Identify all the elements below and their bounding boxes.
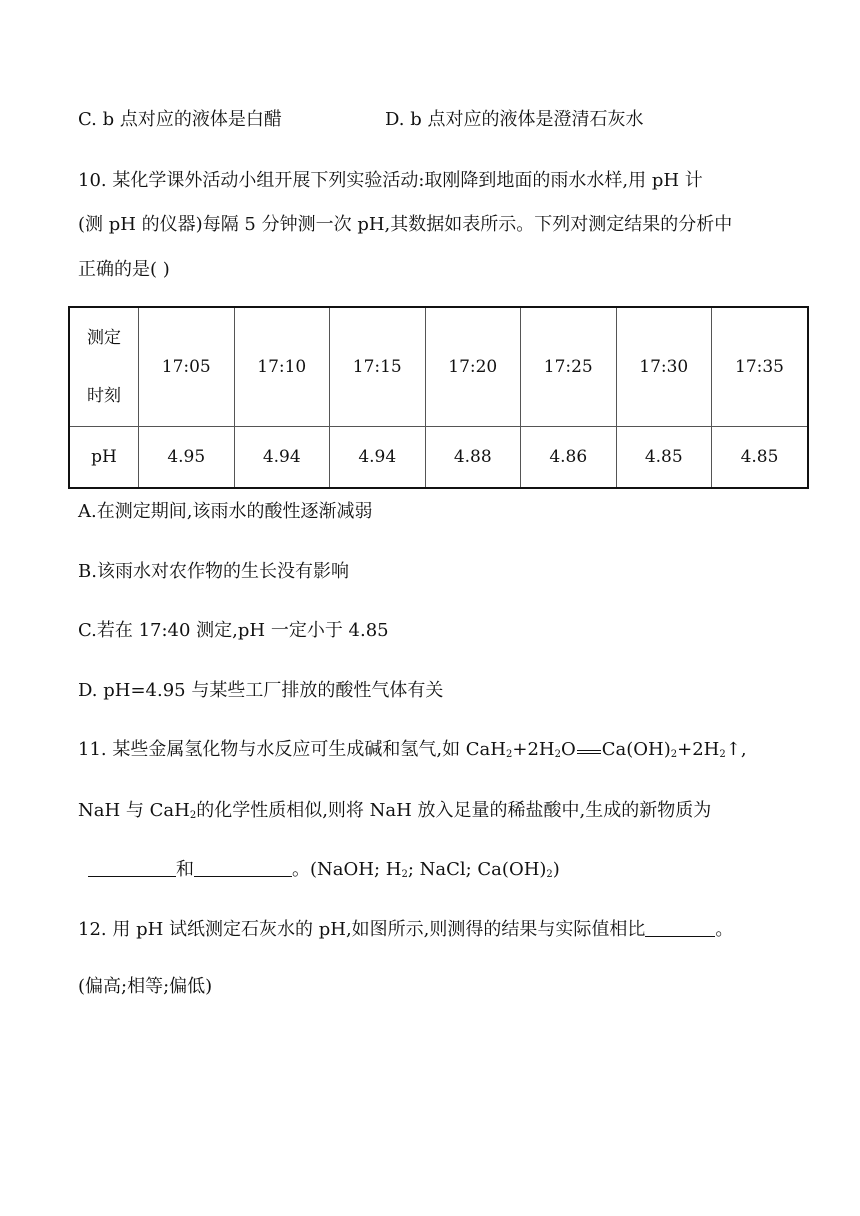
q11-text: 11. 某些金属氢化物与水反应可生成碱和氢气,如 CaH — [78, 739, 506, 760]
q12-stem-line1 — [78, 918, 733, 942]
table-cell-time: 17:25 — [521, 307, 617, 427]
table-cell-ph: 4.85 — [712, 427, 809, 489]
subscript: 2 — [670, 749, 678, 760]
q11-text: +2H — [677, 739, 720, 760]
table-cell-ph: 4.85 — [616, 427, 712, 489]
answer-blank-2[interactable] — [194, 858, 292, 877]
subscript: 2 — [719, 749, 726, 760]
table-header-label — [69, 307, 139, 427]
table-row-label: pH — [69, 427, 139, 489]
header-label-line1: 测定 — [87, 327, 121, 348]
table-cell-ph: 4.94 — [330, 427, 426, 489]
q11-stem-line2 — [78, 799, 711, 823]
table-cell-time: 17:05 — [139, 307, 235, 427]
q11-text: 和 — [176, 859, 194, 880]
q11-text: Ca(OH) — [601, 739, 671, 760]
table-cell-ph: 4.95 — [139, 427, 235, 489]
answer-blank-1[interactable] — [88, 858, 176, 877]
q11-stem-line3 — [88, 858, 560, 882]
q10-stem-line3: 正确的是( ) — [78, 259, 170, 280]
equation-equals-sign — [576, 739, 602, 757]
option-d-prev: D. b 点对应的液体是澄清石灰水 — [385, 109, 644, 130]
q10-option-a: A.在测定期间,该雨水的酸性逐渐减弱 — [78, 501, 373, 522]
q10-option-b: B.该雨水对农作物的生长没有影响 — [78, 561, 349, 582]
ph-measurement-table — [68, 306, 809, 489]
q11-text: NaH 与 CaH — [78, 800, 190, 821]
subscript: 2 — [401, 869, 408, 880]
header-label-line2: 时刻 — [87, 385, 121, 406]
subscript: 2 — [506, 749, 513, 760]
q11-text: ↑, — [725, 739, 747, 760]
q10-stem-line1: 10. 某化学课外活动小组开展下列实验活动:取刚降到地面的雨水水样,用 pH 计 — [78, 170, 703, 191]
answer-blank-3[interactable] — [645, 918, 715, 937]
q11-text: +2H — [512, 739, 555, 760]
subscript: 2 — [546, 869, 553, 880]
table-cell-time: 17:20 — [425, 307, 521, 427]
q12-text: 。 — [715, 919, 734, 940]
table-cell-time: 17:15 — [330, 307, 426, 427]
table-cell-ph: 4.88 — [425, 427, 521, 489]
subscript: 2 — [554, 749, 561, 760]
table-cell-time: 17:10 — [234, 307, 330, 427]
q11-text: 。(NaOH; H — [292, 859, 402, 880]
option-c-prev: C. b 点对应的液体是白醋 — [78, 109, 282, 130]
table-row-time — [69, 307, 808, 427]
table-cell-time: 17:35 — [712, 307, 809, 427]
table-cell-ph: 4.86 — [521, 427, 617, 489]
q11-text: 的化学性质相似,则将 NaH 放入足量的稀盐酸中,生成的新物质为 — [196, 800, 712, 821]
q11-text: O — [560, 739, 576, 760]
q10-option-c: C.若在 17:40 测定,pH 一定小于 4.85 — [78, 620, 389, 641]
q11-text: ; NaCl; Ca(OH) — [407, 859, 547, 880]
table-cell-time: 17:30 — [616, 307, 712, 427]
q10-stem-line2: (测 pH 的仪器)每隔 5 分钟测一次 pH,其数据如表所示。下列对测定结果的分析中 — [78, 214, 733, 235]
q11-text: ) — [552, 859, 560, 880]
q11-stem-line1 — [78, 738, 747, 762]
q12-text: 12. 用 pH 试纸测定石灰水的 pH,如图所示,则测得的结果与实际值相比 — [78, 919, 646, 940]
q10-option-d: D. pH=4.95 与某些工厂排放的酸性气体有关 — [78, 680, 444, 701]
subscript: 2 — [189, 810, 197, 821]
table-row-ph — [69, 427, 808, 489]
q12-stem-line2: (偏高;相等;偏低) — [78, 976, 213, 997]
table-cell-ph: 4.94 — [234, 427, 330, 489]
